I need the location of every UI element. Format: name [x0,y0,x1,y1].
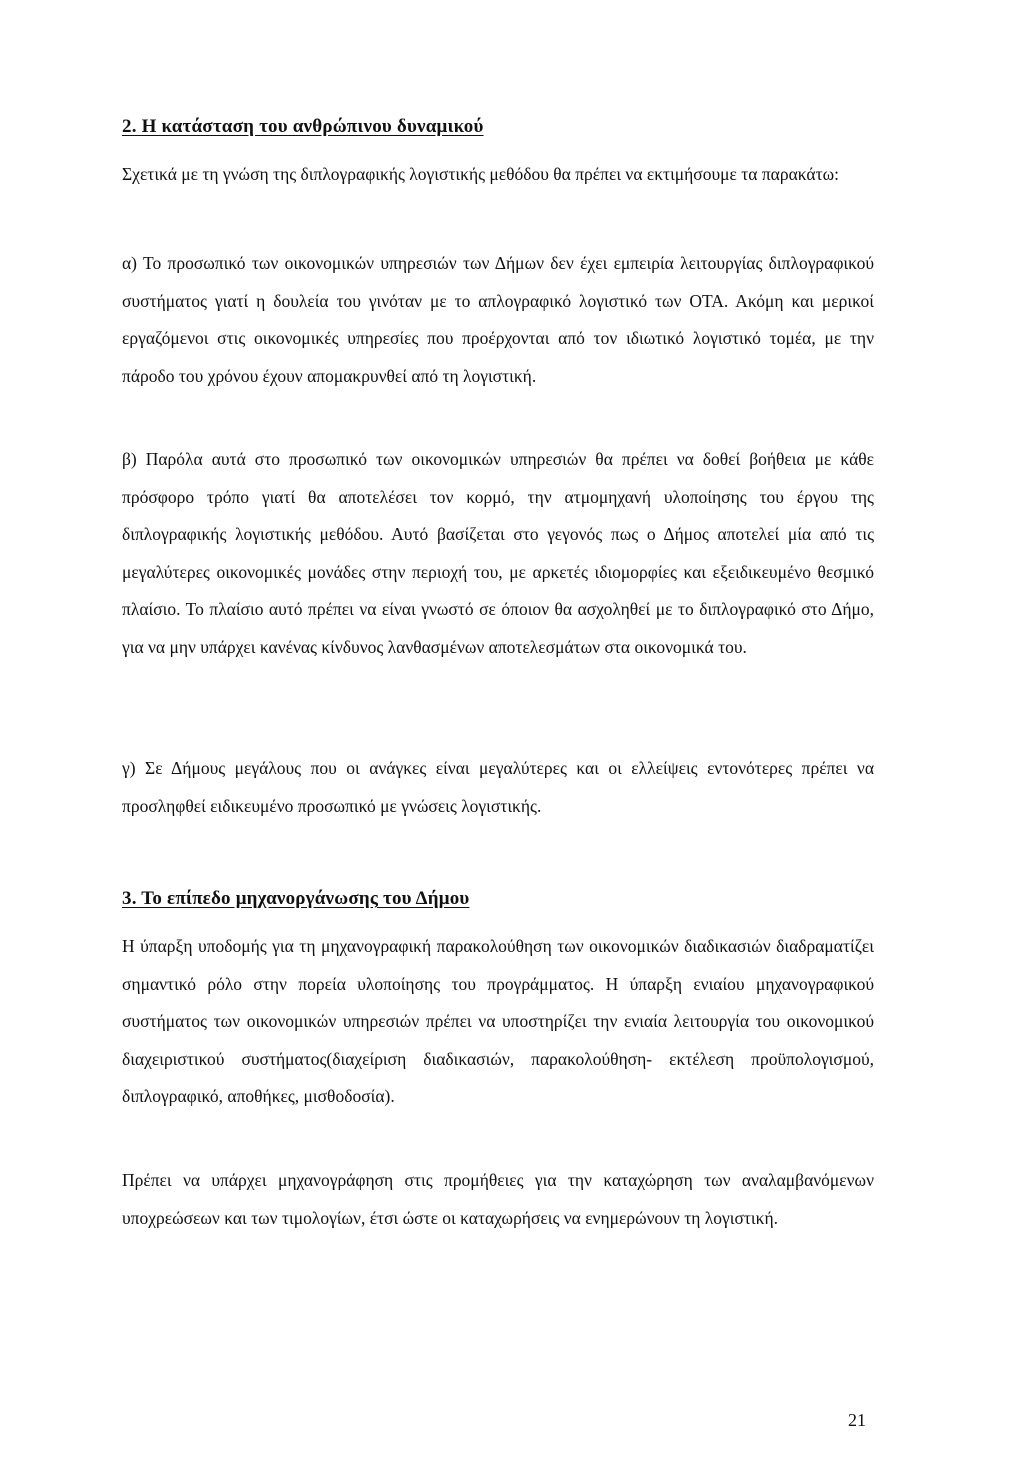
section-3-paragraph-2: Πρέπει να υπάρχει μηχανογράφηση στις προμήθειες για την καταχώρηση των αναλαμβανόμενων υποχρεώσεων και των τιμολογίων, έτσι ώστε οι καταχωρήσεις να ενημερώνουν τη λογιστική. [122,1170,874,1228]
section-2-heading: 2. Η κατάσταση του ανθρώπινου δυναμικού [122,116,484,137]
section-3-heading: 3. Το επίπεδο μηχανοργάνωσης του Δήμου [122,888,470,909]
page-number: 21 [848,1410,866,1430]
section-3-paragraph-1: Η ύπαρξη υποδομής για τη μηχανογραφική παρακολούθηση των οικονομικών διαδικασιών διαδραματίζει σημαντικό ρόλο στην πορεία υλοποίησης του προγράμματος. Η ύπαρξη ενιαίου μηχανογραφικού συστήματος των οικονομικών υπηρεσιών πρέπει να υποστηρίζει την ενιαία λειτουργία του οικονομικού διαχειριστικού συστήματος(διαχείριση διαδικασιών, παρακολούθηση- εκτέλεση προϋπολογισμού, διπλογραφικό, αποθήκες, μισθοδοσία). [122,936,874,1106]
point-a-paragraph: α) Το προσωπικό των οικονομικών υπηρεσιών των Δήμων δεν έχει εμπειρία λειτουργίας διπλογραφικού συστήματος γιατί η δουλεία του γινόταν με το απλογραφικό λογιστικό των ΟΤΑ. Ακόμη και μερικοί εργαζόμενοι στις οικονομικές υπηρεσίες που προέρχονται από τον ιδιωτικό λογιστικό τομέα, με την πάροδο του χρόνου έχουν απομακρυνθεί από τη λογιστική. [122,253,874,386]
point-b-paragraph: β) Παρόλα αυτά στο προσωπικό των οικονομικών υπηρεσιών θα πρέπει να δοθεί βοήθεια με κάθε πρόσφορο τρόπο γιατί θα αποτελέσει τον κορμό, την ατμομηχανή υλοποίησης του έργου της διπλογραφικής λογιστικής μεθόδου. Αυτό βασίζεται στο γεγονός πως ο Δήμος αποτελεί μία από τις μεγαλύτερες οικονομικές μονάδες στην περιοχή του, με αρκετές ιδιομορφίες και εξειδικευμένο θεσμικό πλαίσιο. Το πλαίσιο αυτό πρέπει να είναι γνωστό σε όποιον θα ασχοληθεί με το διπλογραφικό στο Δήμο, για να μην υπάρχει κανένας κίνδυνος λανθασμένων αποτελεσμάτων στα οικονομικά του. [122,449,874,657]
point-c-paragraph: γ) Σε Δήμους μεγάλους που οι ανάγκες είναι μεγαλύτερες και οι ελλείψεις εντονότερες πρέπει να προσληφθεί ειδικευμένο προσωπικό με γνώσεις λογιστικής. [122,758,874,816]
section-2-intro-paragraph: Σχετικά με τη γνώση της διπλογραφικής λογιστικής μεθόδου θα πρέπει να εκτιμήσουμε τα παρακάτω: [122,164,839,184]
